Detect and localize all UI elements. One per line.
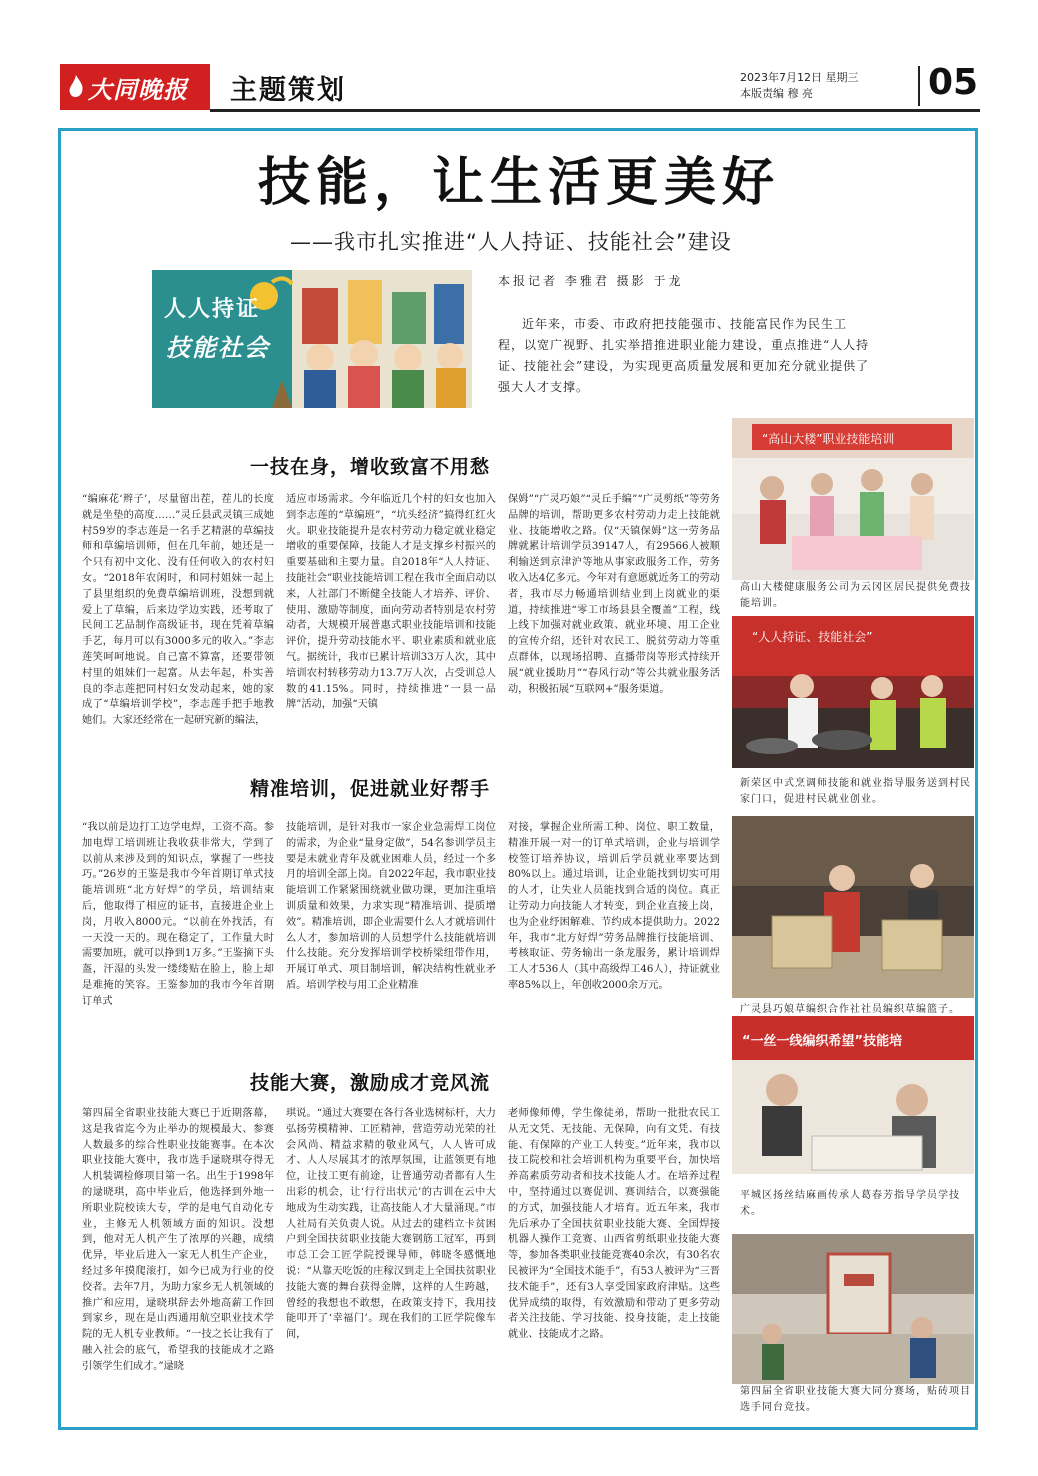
section-3-column-1: 第四届全省职业技能大赛已于近期落幕，这是我省迄今为止举办的规模最大、参赛人数最多的综合性职业技能赛事。在本次职业技能大赛中，我市选手逯晓琪夺得无人机装调检修项目第一名。出生于1998年的逯晓琪，高中毕业后，他选择到外地一所职业院校读大专，学的是电气自动化专业，主修无人机领域方面的知识。没想到，他对无人机产生了浓厚的兴趣，成绩优异，毕业后进入一家无人机生产企业，经过多年摸爬滚打，如今已成为行业的佼佼者。去年7月，为助力家乡无人机领域的推广和应用，逯晓琪辞去外地高薪工作回到家乡，现在是山西通用航空职业技术学院的无人机专业教师。“一技之长让我有了融入社会的底气，希望我的技能成才之路引领学生们成才。”逯晓 — [82, 1108, 274, 1372]
section-title-3: 技能大赛，激励成才竞风流 — [250, 1072, 491, 1094]
photo-2-sign: “人人持证、技能社会” — [752, 630, 873, 644]
section-title-2: 精准培训，促进就业好帮手 — [250, 778, 491, 800]
section-1-column-1: “编麻花‘辫子’，尽量留出茬，茬儿的长度就是坐垫的高度……”灵丘县武灵镇三成她村59岁的李志莲是一名手艺精湛的草编技师和草编培训师，但在几年前，她还是一个只有初中文化、没有任何收入的农村妇女。“2018年农闲时，和同村姐妹一起上了县里组织的免费草编培训班，没想到就爱上了草编，后来边学边实践，还考取了民间工艺品制作高级证书，现在凭着草编手艺，每月可以有3000多元的收入。”李志莲笑呵呵地说。自己富不算富，还要带领村里的姐妹们一起富。从去年起，朴实善良的李志莲把同村妇女发动起来，她的家成了“草编培训学校”，李志莲手把手地教她们。大家还经常在一起研究新的编法， — [82, 494, 274, 727]
photo-1-sign: “高山大楼”职业技能培训 — [762, 432, 895, 446]
photo-4-caption: 平城区扬丝结麻画传承人葛春芳指导学员学技术。 — [740, 1190, 960, 1217]
photo-5 — [732, 1234, 974, 1384]
intro-paragraph: 近年来，市委、市政府把技能强市、技能富民作为民生工程，以宽广视野、扎实举措推进职业能力建设，重点推进“人人持证、技能社会”建设，为实现更高质量发展和更加充分就业提供了强大人才支撑。 — [498, 317, 870, 394]
headline: 技能，让生活更美好 — [257, 153, 780, 213]
photo-2 — [732, 616, 974, 768]
section-2-column-2: 技能培训，是针对我市一家企业急需焊工岗位的需求，为企业“量身定做”，54名参训学员主要是未就业青年及就业困难人员，经过一个多月的培训全部上岗。自2022年起，我市职业技能培训工作紧紧围绕就业做功课，更加注重培训质量和效果，力求实现“精准培训、提质增效”。精准培训，即企业需要什么人才就培训什么人才，参加培训的人员想学什么技能就培训什么技能。充分发挥培训学校桥梁纽带作用，开展订单式、项目制培训，解决结构性就业矛盾。培训学校与用工企业精准 — [286, 822, 496, 991]
page-number: 05 — [928, 62, 979, 103]
photo-3-caption: 广灵县巧娘草编织合作社社员编织草编篮子。 — [740, 1004, 960, 1015]
banner-illustration — [152, 270, 472, 408]
section-title-1: 一技在身，增收致富不用愁 — [250, 456, 491, 478]
section-1-column-2: 适应市场需求。今年临近几个村的妇女也加入到李志莲的“草编班”，“坑头经济”搞得红红火火。职业技能提升是农村劳动力稳定就业稳定增收的重要保障，技能人才是支撑乡村振兴的重要基础和主要力量。自2018年“人人持证、技能社会”职业技能培训工程在我市全面启动以来，人社部门不断健全技能人才培养、评价、使用、激励等制度，面向劳动者特别是农村劳动者，大规模开展普惠式职业技能培训和技能评价，提升劳动技能水平、职业素质和就业底气。据统计，我市已累计培训33万人次，其中培训农村转移劳动力13.7万人次，占受训总人数的41.15%。同时，持续推进“一县一品牌”活动，加强“天镇 — [286, 494, 496, 711]
section-2-column-3: 对接，掌握企业所需工种、岗位、职工数量，精准开展一对一的订单式培训，企业与培训学校签订培养协议，培训后学员就业率要达到80%以上。通过培训，让企业能找到切实可用的人才，让失业人员能找到合适的岗位。真正让劳动力向技能人才转变，到企业直接上岗，也为企业纾困解难、节约成本提供助力。2022年，我市“北方好焊”劳务品牌推行技能培训、考核取证、劳务输出一条龙服务，累计培训焊工人才536人（其中高级焊工46人），持证就业率85%以上，年创收2000余万元。 — [508, 822, 720, 991]
masthead-rule — [210, 109, 980, 112]
logo-text: 大同晚报 — [88, 74, 188, 104]
photo-4 — [732, 1016, 974, 1174]
photo-3-art — [732, 816, 974, 998]
photo-5-art — [732, 1234, 974, 1384]
byline: 本报记者 李雅君 摄影 于龙 — [498, 274, 684, 288]
flame-icon — [66, 74, 86, 100]
section-title: 主题策划 — [230, 75, 346, 106]
section-3-column-3: 老师像师傅，学生像徒弟，帮助一批批农民工从无文凭、无技能、无保障，向有文凭、有技能、有保障的产业工人转变。”近年来，我市以技工院校和社会培训机构为重要平台，加快培养高素质劳动者和技术技能人才。在培养过程中，坚持通过以赛促训、赛训结合，以赛强能的方式，加强技能人才培育。近五年来，我市先后承办了全国扶贫职业技能大赛、全国焊接机器人操作工竞赛、山西省剪纸职业技能大赛等，参加各类职业技能竞赛40余次，有30名农民被评为“全国技术能手”，有53人被评为“三晋技术能手”，还有3人享受国家政府津贴。这些优异成绩的取得，有效激励和带动了更多劳动者关注技能、学习技能、投身技能，走上技能就业、技能成才之路。 — [508, 1108, 720, 1341]
section-1-column-3: 保姆”“广灵巧娘”“灵丘手编”“广灵剪纸”等劳务品牌的培训，帮助更多农村劳动力走上技能就业、技能增收之路。仅“天镇保姆”这一劳务品牌就累计培训学员39147人，有29566人被顺利输送到京津沪等地从事家政服务工作，劳务收入达4亿多元。今年对有意愿就近务工的劳动者，我市尽力畅通培训结业到上岗就业的渠道，持续推进“零工市场县县全覆盖”工程，线上线下加强对就业政策、就业环境、用工企业的宣传介绍，还针对农民工、脱贫劳动力等重点群体，以现场招聘、直播带岗等形式持续开展“就业援助月”“春风行动”等公共就业服务活动，积极拓展“互联网+”服务渠道。 — [508, 494, 720, 695]
page-editor: 本版责编 穆 亮 — [740, 87, 813, 100]
section-3-column-2: 琪说。“通过大赛要在各行各业选树标杆，大力弘扬劳模精神、工匠精神，营造劳动光荣的社会风尚、精益求精的敬业风气，人人皆可成才、人人尽展其才的浓厚氛围，让蓝领更有地位，让技工更有前途，让普通劳动者都有人生出彩的机会，让‘行行出状元’的古训在云中大地成为生动实践，让高技能人才大量涌现。”市人社局有关负责人说。从过去的建档立卡贫困户到全国扶贫职业技能大赛钢筋工冠军，再到市总工会工匠学院授课导师，韩晓冬感慨地说：“从靠天吃饭的庄稼汉到走上全国扶贫职业技能大赛的舞台获得金牌，这样的人生跨越，曾经的我想也不敢想，在政策支持下，我用技能叩开了‘幸福门’。现在我们的工匠学院像车间， — [286, 1108, 496, 1341]
photo-1 — [732, 418, 974, 580]
subheadline: ——我市扎实推进“人人持证、技能社会”建设 — [290, 230, 732, 254]
date-editor-box — [740, 70, 859, 102]
section-2-column-1: “我以前是边打工边学电焊，工资不高。参加电焊工培训班让我收获非常大，学到了以前从来涉及到的知识点，掌握了一些技巧。”26岁的王鉴是我市今年首期订单式技能培训班“北方好焊”的学员，培训结束后，他取得了相应的证书，直接进企业上岗，月收入8000元。“以前在外找活，有一天没一天的。现在稳定了，工作量大时需要加班，就可以挣到1万多。”王鉴摘下头盔，汗湿的头发一缕缕贴在脸上，脸上却是难掩的笑容。王鉴参加的我市今年首期订单式 — [82, 822, 274, 1007]
photo-2-caption: 新荣区中式烹调师技能和就业指导服务送到村民家门口，促进村民就业创业。 — [740, 778, 971, 805]
photo-1-caption: 高山大楼健康服务公司为云冈区居民提供免费技能培训。 — [740, 582, 971, 609]
masthead — [60, 62, 980, 114]
issue-date: 2023年7月12日 星期三 — [740, 71, 859, 84]
page-separator — [918, 66, 920, 106]
newspaper-logo — [60, 64, 210, 110]
photo-3 — [732, 816, 974, 998]
banner-line1: 人人持证 — [164, 297, 261, 322]
photo-4-sign: “一丝一线编织希望”技能培 — [742, 1034, 903, 1049]
banner-line2: 技能社会 — [166, 333, 270, 362]
photo-5-caption: 第四届全省职业技能大赛大同分赛场，贴砖项目选手同台竞技。 — [740, 1386, 971, 1413]
